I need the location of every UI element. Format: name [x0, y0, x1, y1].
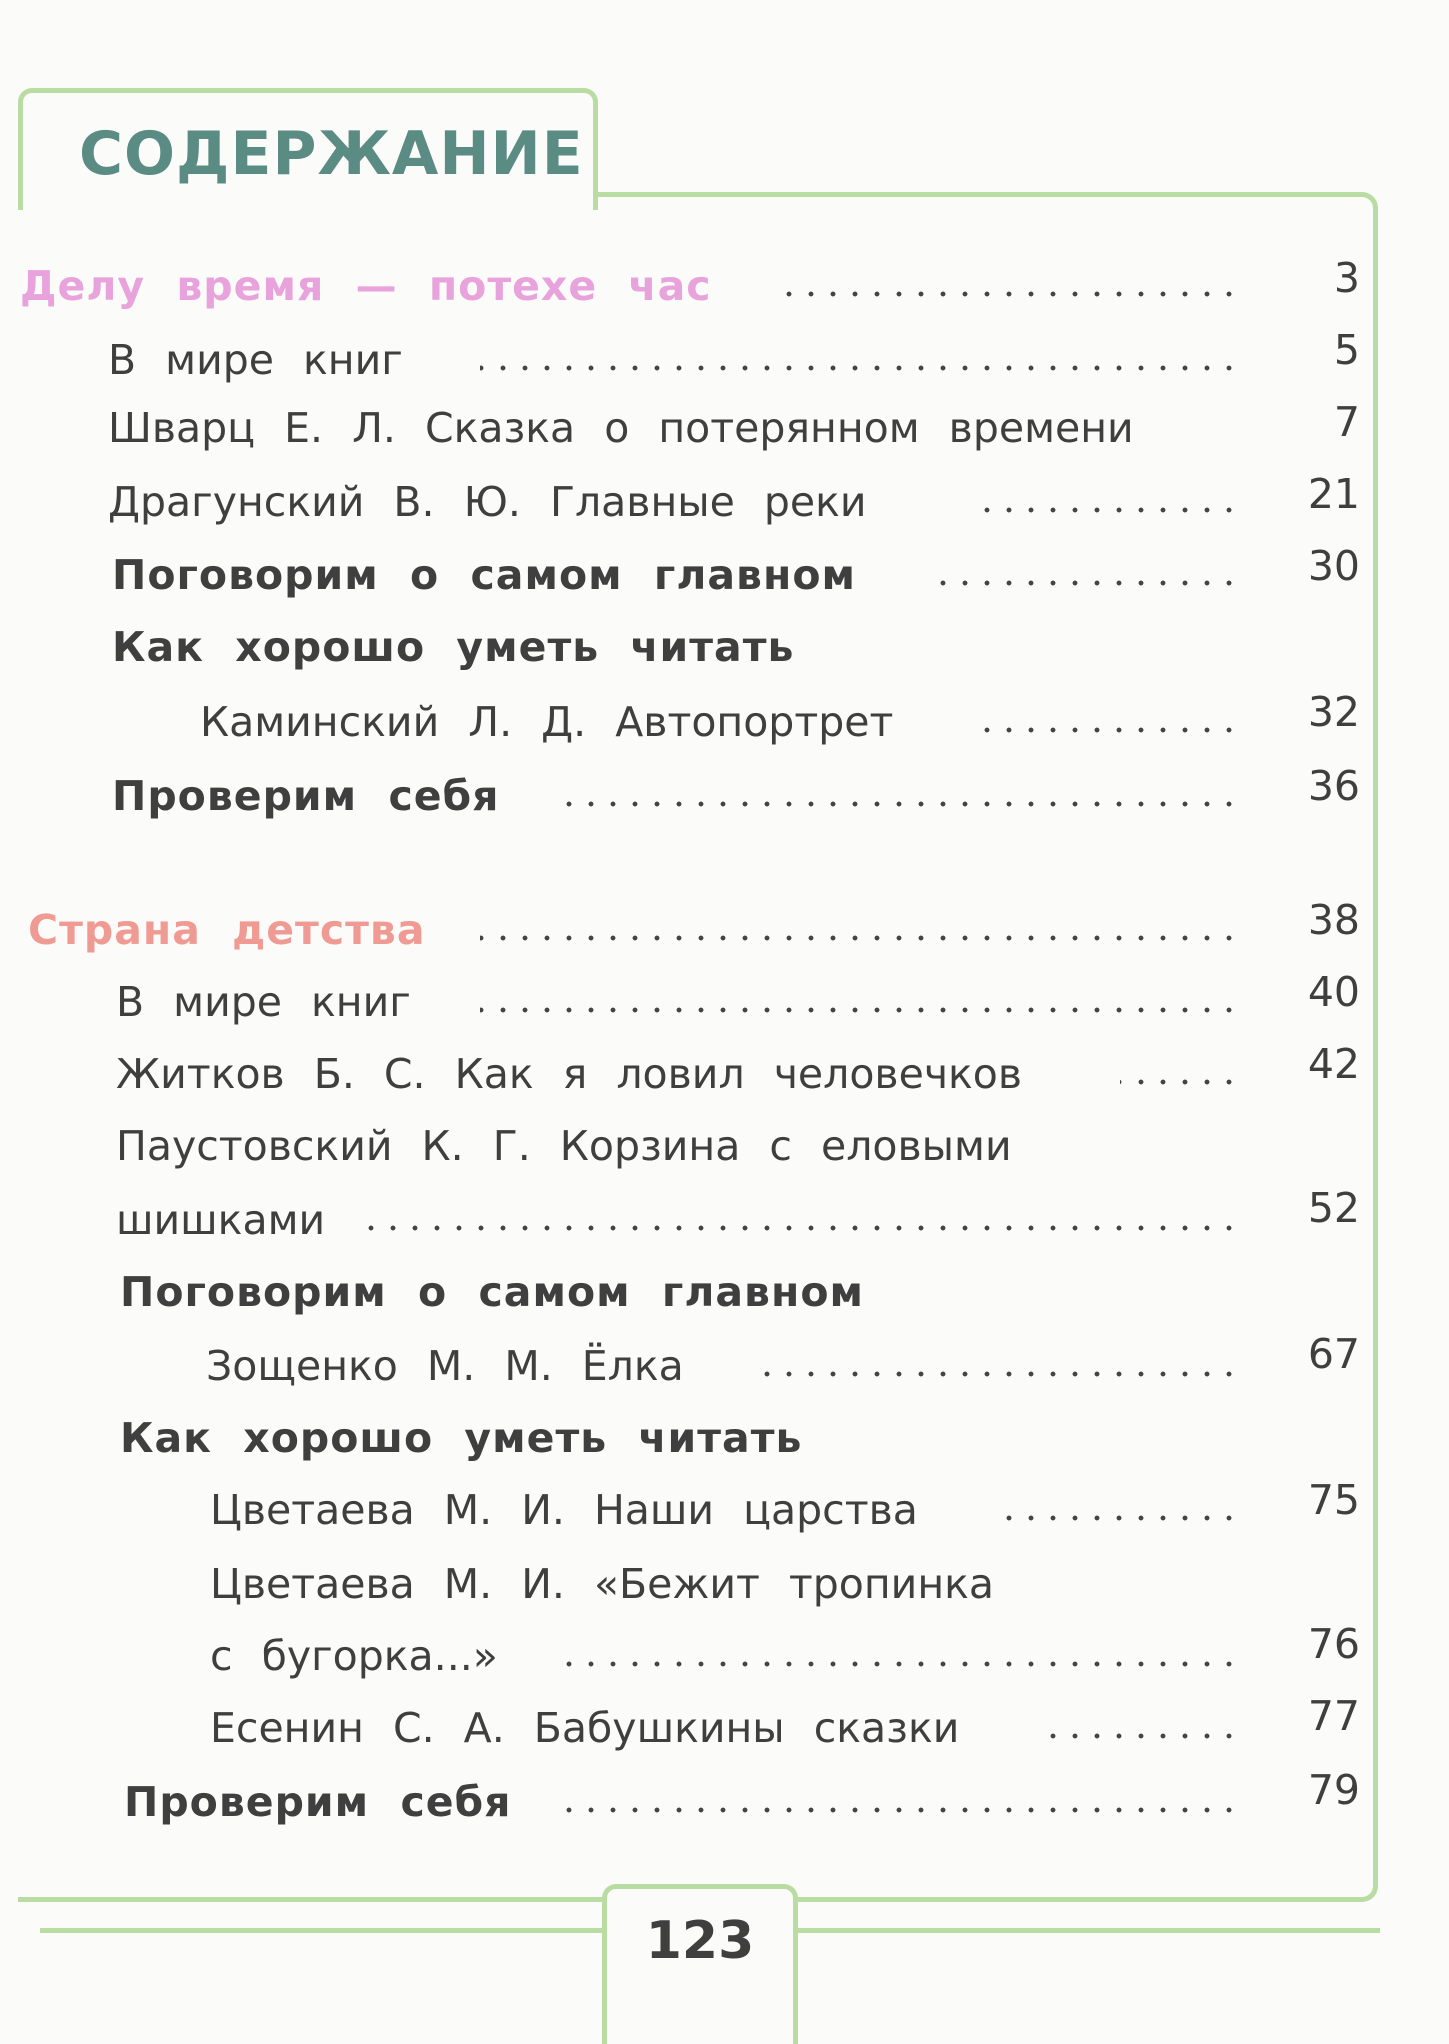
toc-page-number: 40	[1307, 968, 1360, 1016]
toc-entry-text: В мире книг	[116, 978, 411, 1026]
toc-entry-text: Паустовский К. Г. Корзина с еловыми	[116, 1122, 1012, 1170]
toc-page-number: 21	[1307, 470, 1360, 518]
toc-entry[interactable]	[116, 1116, 1240, 1176]
toc-entry-section[interactable]	[20, 256, 1240, 316]
dot-leader	[480, 364, 1240, 372]
dot-leader	[970, 506, 1240, 514]
dot-leader	[970, 726, 1240, 734]
toc-entry-text: Каминский Л. Д. Автопортрет	[200, 698, 894, 746]
toc-entry-subsection[interactable]	[112, 545, 1240, 605]
toc-entry-continuation[interactable]	[210, 1626, 1240, 1686]
toc-entry[interactable]	[108, 398, 1240, 458]
dot-leader	[560, 1660, 1240, 1668]
toc-entry-text: Цветаева М. И. «Бежит тропинка	[210, 1560, 995, 1608]
toc-page-number: 67	[1307, 1330, 1360, 1378]
toc-page-number: 38	[1307, 896, 1360, 944]
dot-leader	[480, 1006, 1240, 1014]
toc-entry-subsection[interactable]	[124, 1772, 1240, 1832]
contents-title: СОДЕРЖАНИЕ	[79, 119, 584, 189]
toc-entry[interactable]	[200, 692, 1240, 752]
toc-page-number: 32	[1307, 688, 1360, 736]
toc-entry-subsection[interactable]	[112, 766, 1240, 826]
toc-page-number: 52	[1307, 1184, 1360, 1232]
dot-leader	[480, 934, 1240, 942]
contents-header-tab	[18, 88, 598, 210]
toc-entry[interactable]	[210, 1554, 1240, 1614]
toc-entry-text: Делу время — потехе час	[20, 262, 712, 310]
toc-entry-text: Зощенко М. М. Ёлка	[206, 1342, 684, 1390]
toc-entry-text: Поговорим о самом главном	[112, 551, 856, 599]
toc-entry-text: Как хорошо уметь читать	[112, 623, 795, 671]
toc-entry[interactable]	[108, 330, 1240, 390]
toc-entry[interactable]	[116, 972, 1240, 1032]
dot-leader	[940, 579, 1240, 587]
dot-leader	[560, 800, 1240, 808]
toc-page-number: 76	[1307, 1620, 1360, 1668]
dot-leader	[560, 1806, 1240, 1814]
toc-entry-text: В мире книг	[108, 336, 403, 384]
toc-entry[interactable]	[210, 1480, 1240, 1540]
dot-leader	[360, 1224, 1240, 1232]
toc-entry-text: Есенин С. А. Бабушкины сказки	[210, 1704, 960, 1752]
toc-entry-text: шишками	[116, 1196, 326, 1244]
toc-entry-section[interactable]	[28, 900, 1240, 960]
dot-leader	[775, 290, 1240, 298]
dot-leader	[990, 1514, 1240, 1522]
page-number: 123	[645, 1911, 755, 1971]
toc-page-number: 77	[1307, 1692, 1360, 1740]
toc-entry[interactable]	[206, 1336, 1240, 1396]
toc-entry-text: Шварц Е. Л. Сказка о потерянном времени	[108, 404, 1134, 452]
toc-entry-text: с бугорка...»	[210, 1632, 498, 1680]
dot-leader	[760, 1370, 1240, 1378]
dot-leader	[1050, 1732, 1240, 1740]
toc-entry-continuation[interactable]	[116, 1190, 1240, 1250]
toc-page-number: 30	[1307, 542, 1360, 590]
toc-entry-text: Как хорошо уметь читать	[120, 1414, 803, 1462]
toc-page-number: 75	[1307, 1476, 1360, 1524]
toc-entry-subsection[interactable]	[120, 1408, 1240, 1468]
toc-page-number: 79	[1307, 1766, 1360, 1814]
page-number-box	[602, 1884, 798, 2044]
toc-entry-text: Драгунский В. Ю. Главные реки	[108, 478, 867, 526]
dot-leader	[1120, 1078, 1240, 1086]
toc-entry[interactable]	[116, 1044, 1240, 1104]
toc-entry[interactable]	[108, 472, 1240, 532]
toc-page-number: 7	[1333, 398, 1360, 446]
toc-page-number: 42	[1307, 1040, 1360, 1088]
toc-entry-text: Проверим себя	[112, 772, 500, 820]
toc-page-number: 3	[1333, 254, 1360, 302]
toc-entry-subsection[interactable]	[112, 617, 1240, 677]
toc-entry[interactable]	[210, 1698, 1240, 1758]
toc-entry-text: Цветаева М. И. Наши царства	[210, 1486, 918, 1534]
toc-entry-subsection[interactable]	[120, 1262, 1240, 1322]
toc-page-number: 5	[1333, 326, 1360, 374]
toc-entry-text: Страна детства	[28, 906, 426, 954]
toc-entry-text: Житков Б. С. Как я ловил человечков	[116, 1050, 1023, 1098]
toc-entry-text: Проверим себя	[124, 1778, 512, 1826]
toc-entry-text: Поговорим о самом главном	[120, 1268, 864, 1316]
toc-page-number: 36	[1307, 762, 1360, 810]
